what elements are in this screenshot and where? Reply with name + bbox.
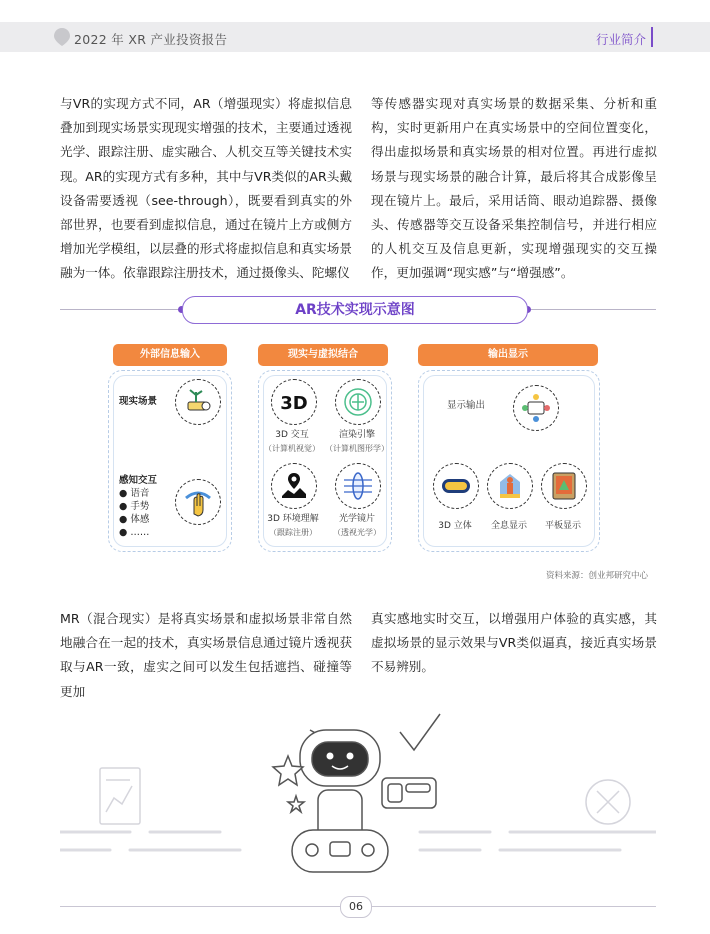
bullet-more: ● …… bbox=[119, 527, 150, 538]
col2-header: 现实与虚拟结合 bbox=[258, 344, 388, 366]
display-cluster-icon bbox=[514, 386, 558, 430]
bullet-gesture-text: 手势 bbox=[130, 501, 150, 512]
out3-label: 平板显示 bbox=[544, 521, 581, 531]
hologram-icon bbox=[487, 463, 533, 509]
section-label: 行业简介 bbox=[595, 32, 646, 47]
lens-icon bbox=[336, 464, 380, 508]
checkmark-icon bbox=[400, 714, 440, 750]
3d-interaction-icon bbox=[271, 379, 317, 425]
figure-title-line-left bbox=[60, 309, 182, 310]
display-output-icon bbox=[513, 385, 559, 431]
item2-sub: （计算机图形学） bbox=[325, 444, 389, 453]
paragraph-ar-right: 等传感器实现对真实场景的数据采集、分析和重构，实时更新用户在真实场景中的空间位置变化，得出虚拟场景和真实场景的相对位置。再进行虚拟场景与现实场景的融合计算，最后将其合成影像呈现在镜片上。最后，采用话筒、眼动追踪器、摄像头、传感器等交互设备采集控制信号，并进行相应的人机交互及信息更新，实现增强现实的交互操作，更加强调“现实感”与“增强感”。 bbox=[371, 96, 657, 281]
paragraph-ar-left: 与VR的实现方式不同，AR（增强现实）将虚拟信息叠加到现实场景实现现实增强的技术，主要通过透视光学、跟踪注册、虚实融合、人机交互等关键技术实现。AR的实现方式有多种，其中与VR类似的AR头戴设备需要透视（see-through），既要看到真实的外部世界，也要看到虚拟信息，通过在镜片上方或侧方增加光学模组，以层叠的形式将虚拟信息和真实场景融为一体。依靠跟踪注册技术，通过摄像头、陀螺仪 bbox=[60, 96, 352, 281]
item2-label bbox=[323, 429, 391, 455]
vr-glasses-icon bbox=[434, 464, 478, 508]
gesture-icon-circle bbox=[175, 479, 221, 525]
item1-title: 3D 交互 bbox=[275, 430, 309, 440]
interaction-bullets bbox=[119, 487, 149, 539]
out2-label: 全息显示 bbox=[490, 521, 527, 531]
real-scene-label: 现实场景 bbox=[119, 396, 158, 407]
robot-illustration bbox=[60, 700, 656, 890]
bullet-motion-text: 体感 bbox=[130, 514, 150, 525]
panel-fusion bbox=[258, 370, 392, 552]
figure-title-line-right bbox=[528, 309, 656, 310]
scene-plant-icon bbox=[176, 380, 220, 424]
paragraph-mr-left: MR（混合现实）是将真实场景和虚拟场景非常自然地融合在一起的技术，真实场景信息通过镜片透视获取与AR一致，虚实之间可以发生包括遮挡、碰撞等更加 bbox=[60, 611, 352, 699]
bullet-more-text: …… bbox=[130, 527, 150, 538]
col3-header: 输出显示 bbox=[418, 344, 598, 366]
item2-title: 渲染引擎 bbox=[338, 430, 375, 440]
optical-lens-icon bbox=[335, 463, 381, 509]
figure-source: 资料来源：创业邦研究中心 bbox=[545, 571, 648, 581]
paragraph-mr-right: 真实感地实时交互，以增强用户体验的真实感，其虚拟场景的显示效果与VR类似逼真，接近真实场景不易辨别。 bbox=[371, 611, 657, 675]
item4-label bbox=[323, 513, 391, 539]
item1-sub: （计算机视觉） bbox=[264, 444, 320, 453]
render-engine-icon bbox=[335, 379, 381, 425]
person-hologram-icon bbox=[488, 464, 532, 508]
flat-display-icon bbox=[541, 463, 587, 509]
item4-title: 光学镜片 bbox=[338, 514, 375, 524]
real-scene-icon bbox=[175, 379, 221, 425]
interaction-label: 感知交互 bbox=[119, 475, 158, 486]
item3-label bbox=[257, 513, 329, 539]
map-pin-icon bbox=[272, 464, 316, 508]
robot-icon bbox=[292, 730, 388, 872]
bullet-motion: ● 体感 bbox=[119, 514, 150, 525]
header-divider bbox=[651, 27, 653, 47]
panel-widget-icon bbox=[382, 778, 436, 808]
location-pin-icon bbox=[52, 27, 72, 47]
figure-title: AR技术实现示意图 bbox=[182, 296, 528, 324]
3d-stereo-icon bbox=[433, 463, 479, 509]
item3-title: 3D 环境理解 bbox=[267, 514, 319, 524]
close-circle-icon bbox=[586, 780, 630, 824]
3d-icon-text: 3D bbox=[280, 393, 308, 414]
item4-sub: （透视光学） bbox=[333, 528, 381, 537]
tablet-icon bbox=[542, 464, 586, 508]
3d-text-icon bbox=[272, 380, 316, 424]
col1-header: 外部信息输入 bbox=[113, 344, 227, 366]
bullet-voice: ● 语音 bbox=[119, 488, 150, 499]
item3-sub: （跟踪注册） bbox=[269, 528, 317, 537]
env-understanding-icon bbox=[271, 463, 317, 509]
star-icons bbox=[273, 756, 304, 812]
item1-label bbox=[259, 429, 325, 455]
report-title: 2022 年 XR 产业投资报告 bbox=[74, 32, 228, 47]
document-chart-icon bbox=[100, 768, 140, 824]
bullet-voice-text: 语音 bbox=[130, 488, 150, 499]
render-target-icon bbox=[336, 380, 380, 424]
panel-output bbox=[418, 370, 600, 552]
page-number: 06 bbox=[340, 896, 372, 918]
hand-gesture-icon bbox=[176, 480, 220, 524]
display-output-label: 显示输出 bbox=[447, 400, 486, 411]
out1-label: 3D 立体 bbox=[438, 521, 472, 531]
bullet-gesture: ● 手势 bbox=[119, 501, 150, 512]
panel-input bbox=[108, 370, 232, 552]
